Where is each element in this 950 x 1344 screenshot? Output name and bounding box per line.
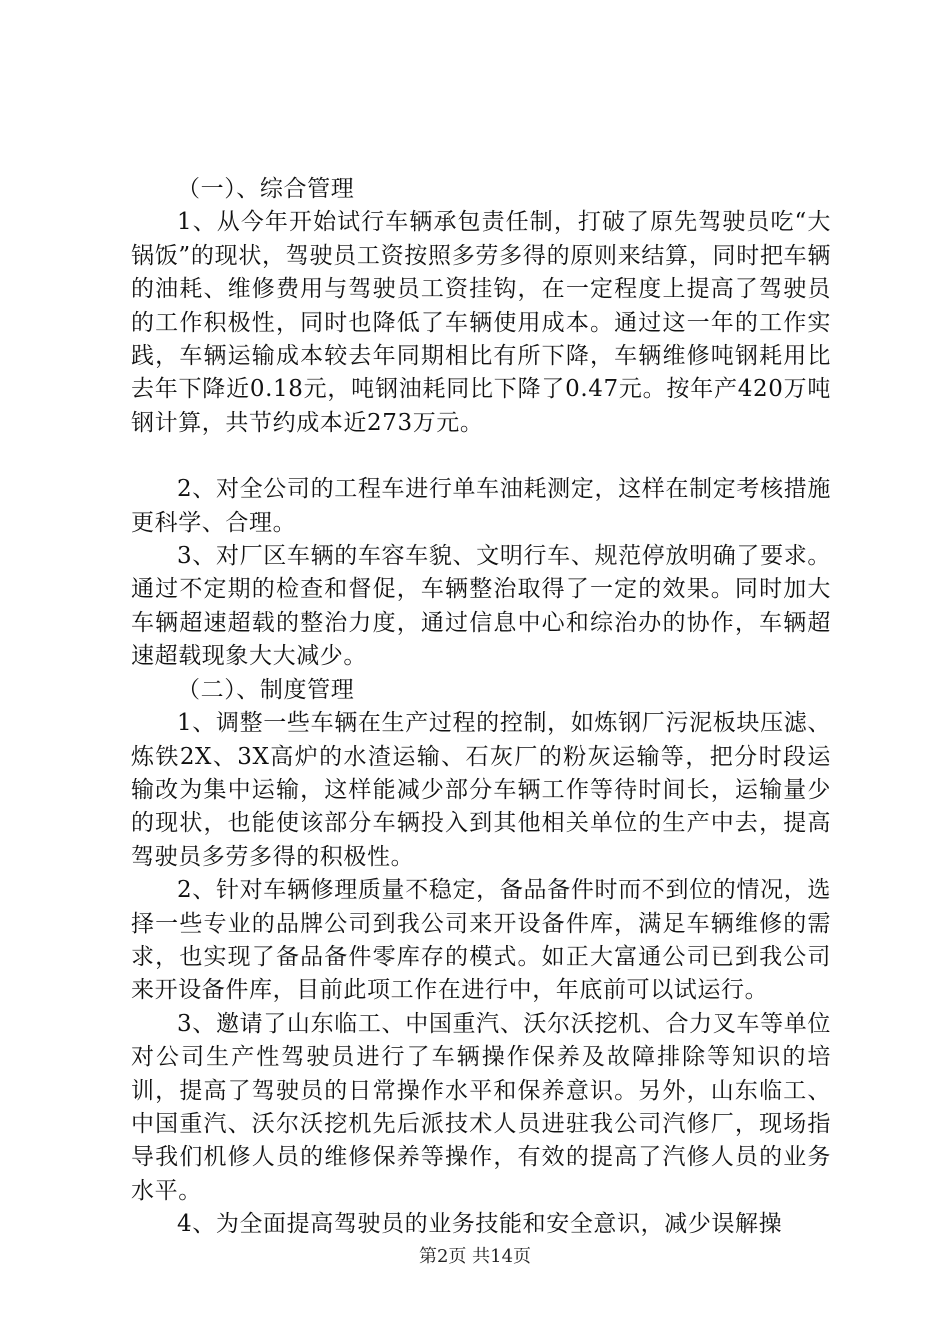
paragraph-production-control-adjustment: 1、调整一些车辆在生产过程的控制，如炼钢厂污泥板块压滤、炼铁2X、3X高炉的水渣运输、石灰厂的粉灰运输等，把分时段运输改为集中运输，这样能减少部分车辆工作等待时间长，运输量少的现状，也能使该部分车辆投入到其他相关单位的生产中去，提高驾驶员多劳多得的积极性。 — [131, 710, 831, 870]
paragraph-driver-skills: 4、为全面提高驾驶员的业务技能和安全意识，减少误解操 — [177, 1211, 783, 1238]
page-number-footer: 第2页 共14页 — [418, 1246, 532, 1267]
paragraph-vehicle-appearance-rules: 3、对厂区车辆的车容车貌、文明行车、规范停放明确了要求。通过不定期的检查和督促，车辆整治取得了一定的效果。同时加大车辆超速超载的整治力度，通过信息中心和综治办的协作，车辆超速超载现象大大减少。 — [131, 543, 831, 670]
section-heading-comprehensive-management: （一）、综合管理 — [177, 176, 355, 202]
paragraph-fuel-consumption-test: 2、对全公司的工程车进行单车油耗测定，这样在制定考核措施更科学、合理。 — [131, 476, 831, 536]
document-body — [131, 173, 831, 1242]
paragraph-spare-parts-warehouse: 2、针对车辆修理质量不稳定，备品备件时而不到位的情况，选择一些专业的品牌公司到我公司来开设备件库，满足车辆维修的需求，也实现了备品备件零库存的模式。如正大富通公司已到我公司来开设备件库，目前此项工作在进行中，年底前可以试运行。 — [131, 877, 831, 1004]
paragraph-driver-training: 3、邀请了山东临工、中国重汽、沃尔沃挖机、合力叉车等单位对公司生产性驾驶员进行了车辆操作保养及故障排除等知识的培训，提高了驾驶员的日常操作水平和保养意识。另外，山东临工、中国重汽、沃尔沃挖机先后派技术人员进驻我公司汽修厂，现场指导我们机修人员的维修保养等操作，有效的提高了汽修人员的业务水平。 — [131, 1010, 831, 1204]
paragraph-spacer — [131, 440, 831, 473]
paragraph-vehicle-contract-responsibility: 1、从今年开始试行车辆承包责任制，打破了原先驾驶员吃“大锅饭”的现状，驾驶员工资按照多劳多得的原则来结算，同时把车辆的油耗、维修费用与驾驶员工资挂钩，在一定程度上提高了驾驶员的工作积极性，同时也降低了车辆使用成本。通过这一年的工作实践，车辆运输成本较去年同期相比有所下降，车辆维修吨钢耗用比去年下降近0.18元，吨钢油耗同比下降了0.47元。按年产420万吨钢计算，共节约成本近273万元。 — [131, 209, 831, 436]
section-heading-system-management: （二）、制度管理 — [177, 676, 355, 703]
